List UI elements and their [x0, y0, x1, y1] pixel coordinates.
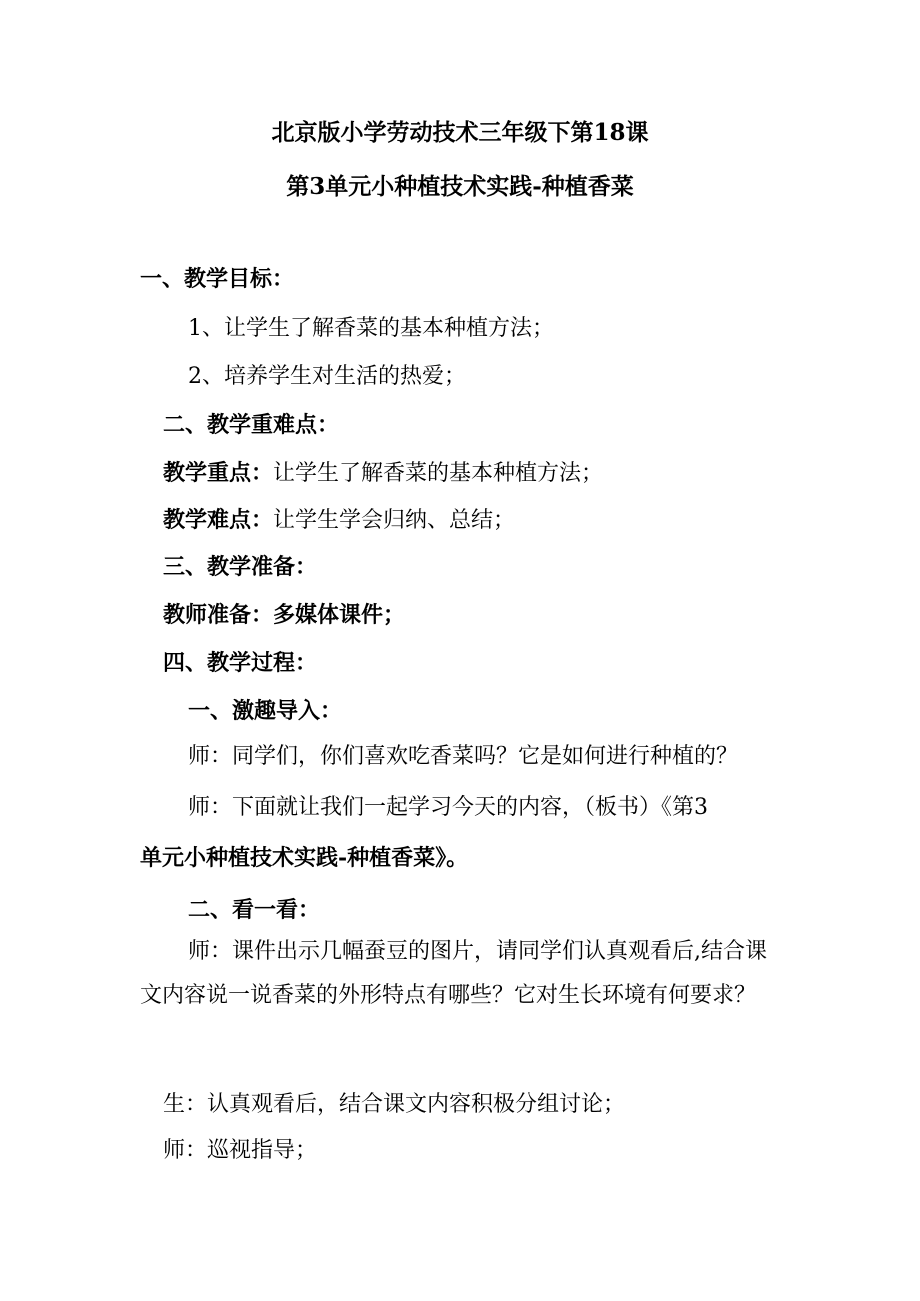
document-title: 北京版小学劳动技术三年级下第18课 [271, 119, 649, 146]
section-heading-preparation: 三、教学准备： [163, 554, 318, 580]
objective-item: 1、让学生了解香菜的基本种植方法； [188, 316, 554, 341]
key-point-text: 让学生了解香菜的基本种植方法； [273, 461, 604, 486]
section-heading-process: 四、教学过程： [163, 650, 318, 676]
key-point-label: 教学重点： [163, 460, 274, 486]
difficulty-label: 教学难点： [163, 507, 274, 533]
teacher-dialogue: 师：下面就让我们一起学习今天的内容，（板书）《第3 [188, 795, 708, 820]
difficulty-line [163, 509, 515, 532]
document-subtitle: 第3单元小种植技术实践-种植香菜 [286, 173, 634, 200]
objective-item: 2、培养学生对生活的热爱； [188, 364, 466, 389]
teacher-preparation: 教师准备：多媒体课件； [163, 602, 406, 628]
lesson-title-reference: 单元小种植技术实践-种植香菜》。 [140, 845, 469, 871]
section-heading-objectives: 一、教学目标： [140, 266, 295, 292]
key-point-line [163, 462, 603, 485]
step-heading-observe: 二、看一看： [188, 897, 321, 923]
section-heading-key-points: 二、教学重难点： [163, 412, 340, 438]
difficulty-text: 让学生学会归纳、总结； [273, 508, 516, 533]
teacher-dialogue: 师：巡视指导； [163, 1138, 318, 1163]
step-heading-intro: 一、激趣导入： [188, 698, 343, 724]
teacher-dialogue: 师：同学们，你们喜欢吃香菜吗？它是如何进行种植的？ [188, 744, 739, 769]
teacher-dialogue: 师：课件出示几幅蚕豆的图片，请同学们认真观看后,结合课文内容说一说香菜的外形特点有哪些？它对生长环境有何要求？ [140, 939, 767, 1008]
student-response: 生：认真观看后，结合课文内容积极分组讨论； [163, 1092, 626, 1117]
